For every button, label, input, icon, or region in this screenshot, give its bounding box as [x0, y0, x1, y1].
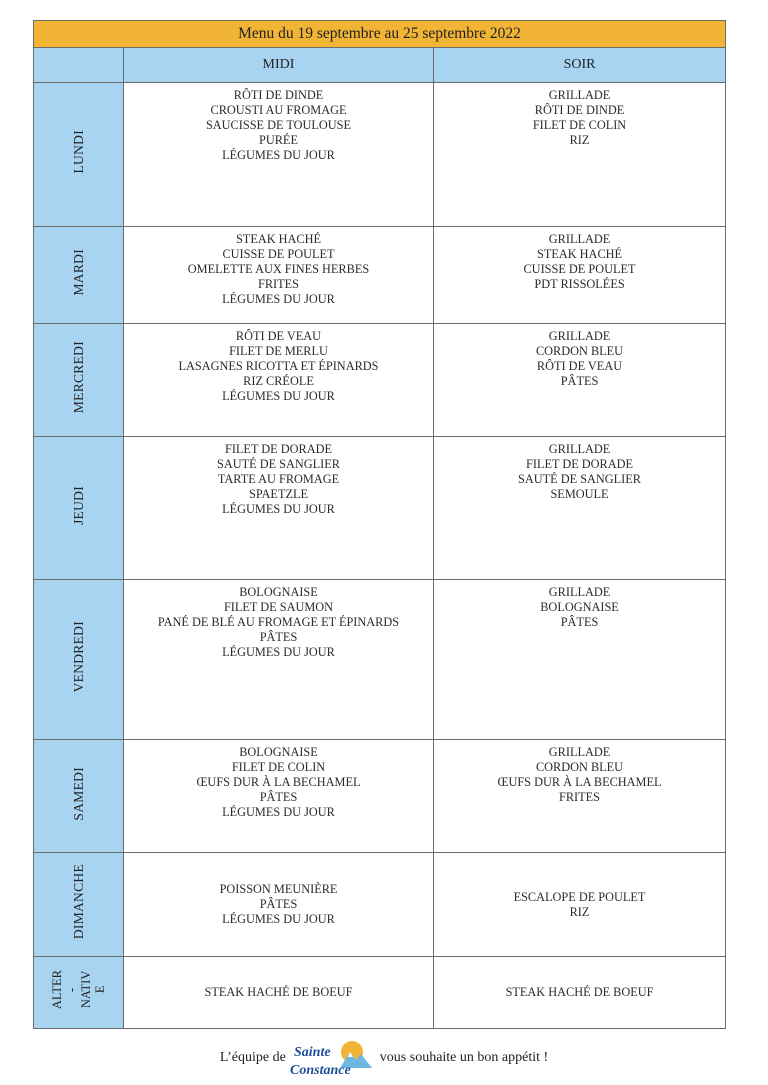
dish: LÉGUMES DU JOUR — [222, 292, 335, 306]
dish: POISSON MEUNIÈRE — [219, 882, 338, 896]
dish: FILET DE MERLU — [229, 344, 328, 358]
dish: RÔTI DE DINDE — [534, 103, 625, 117]
midi-cell — [124, 324, 434, 437]
midi-cell — [124, 227, 434, 324]
dish: LÉGUMES DU JOUR — [222, 912, 335, 926]
dish: PÂTES — [560, 374, 599, 388]
row-mercredi — [34, 324, 726, 437]
dish: GRILLADE — [548, 585, 611, 599]
row-mardi — [34, 227, 726, 324]
soir-cell — [434, 853, 726, 957]
dish: GRILLADE — [548, 329, 611, 343]
day-label: JEUDI — [70, 486, 86, 525]
dish: LÉGUMES DU JOUR — [222, 148, 335, 162]
dish: SEMOULE — [550, 487, 609, 501]
day-label-cell — [34, 227, 124, 324]
dish: ESCALOPE DE POULET — [513, 889, 646, 904]
dish: CROUSTI AU FROMAGE — [210, 103, 347, 117]
soir-cell — [434, 740, 726, 853]
dish: GRILLADE — [548, 232, 611, 246]
footer-text-before: L’équipe de — [219, 1050, 286, 1065]
day-label-cell — [34, 580, 124, 740]
soir-cell — [434, 580, 726, 740]
dish: SPAETZLE — [249, 487, 308, 501]
corner-cell — [34, 48, 124, 83]
day-label: VENDREDI — [70, 621, 86, 693]
dish: RIZ — [569, 904, 590, 919]
dish: PÂTES — [259, 897, 298, 911]
day-label: MARDI — [70, 249, 86, 296]
dish: ŒUFS DUR À LA BECHAMEL — [196, 775, 361, 789]
dish: PURÉE — [259, 133, 298, 147]
dish: CUISSE DE POULET — [222, 247, 335, 261]
dish: BOLOGNAISE — [540, 600, 619, 614]
dish: RÔTI DE DINDE — [233, 88, 324, 102]
dish: PDT RISSOLÉES — [534, 277, 625, 291]
dish: FRITES — [258, 277, 299, 291]
dish: SAUCISSE DE TOULOUSE — [205, 118, 352, 132]
dish: RIZ — [569, 133, 590, 147]
day-label-cell — [34, 83, 124, 227]
day-label: SAMEDI — [70, 766, 86, 821]
alternative-soir-cell — [434, 957, 726, 1029]
dish: PANÉ DE BLÉ AU FROMAGE ET ÉPINARDS — [157, 615, 400, 629]
soir-cell — [434, 227, 726, 324]
midi-cell — [124, 437, 434, 580]
dish: GRILLADE — [548, 88, 611, 102]
dish: STEAK HACHÉ — [235, 232, 322, 246]
midi-cell — [124, 83, 434, 227]
day-label-cell — [34, 853, 124, 957]
dish: RÔTI DE VEAU — [235, 329, 322, 343]
dish: CORDON BLEU — [535, 760, 624, 774]
dish: RIZ CRÉOLE — [243, 374, 314, 388]
dish: OMELETTE AUX FINES HERBES — [187, 262, 370, 276]
day-label: LUNDI — [70, 130, 86, 174]
dish: PÂTES — [259, 630, 298, 644]
column-header-soir: SOIR — [434, 48, 726, 83]
day-label: MERCREDI — [70, 341, 86, 414]
dish: BOLOGNAISE — [239, 585, 318, 599]
dish: SAUTÉ DE SANGLIER — [518, 472, 641, 486]
sainte-constance-logo — [290, 1038, 376, 1078]
dish: GRILLADE — [548, 745, 611, 759]
row-vendredi — [34, 580, 726, 740]
day-label-cell — [34, 740, 124, 853]
dish: PÂTES — [259, 790, 298, 804]
dish: FILET DE COLIN — [532, 118, 627, 132]
soir-cell — [434, 437, 726, 580]
row-jeudi — [34, 437, 726, 580]
row-samedi — [34, 740, 726, 853]
dish: SAUTÉ DE SANGLIER — [217, 457, 340, 471]
day-label: DIMANCHE — [70, 864, 86, 940]
soir-cell — [434, 83, 726, 227]
dish: LÉGUMES DU JOUR — [222, 805, 335, 819]
day-label-cell — [34, 324, 124, 437]
dish: FRITES — [559, 790, 601, 804]
midi-cell — [124, 853, 434, 957]
row-alternative — [34, 957, 726, 1029]
dish: TARTE AU FROMAGE — [217, 472, 340, 486]
dish: FILET DE DORADE — [526, 457, 634, 471]
row-lundi — [34, 83, 726, 227]
dish: STEAK HACHÉ — [536, 247, 623, 261]
dish: STEAK HACHÉ DE BOEUF — [204, 985, 353, 999]
dish: LASAGNES RICOTTA ET ÉPINARDS — [178, 359, 379, 373]
dish: GRILLADE — [548, 442, 611, 456]
midi-cell — [124, 740, 434, 853]
row-dimanche — [34, 853, 726, 957]
dish: LÉGUMES DU JOUR — [222, 389, 335, 403]
midi-cell — [124, 580, 434, 740]
day-label-cell — [34, 437, 124, 580]
dish: ŒUFS DUR À LA BECHAMEL — [497, 775, 662, 789]
svg-text:Constance: Constance — [289, 1063, 351, 1078]
footer — [0, 1038, 768, 1078]
dish: STEAK HACHÉ DE BOEUF — [505, 985, 654, 999]
svg-text:Sainte: Sainte — [293, 1045, 331, 1060]
dish: LÉGUMES DU JOUR — [222, 502, 335, 516]
alternative-midi-cell — [124, 957, 434, 1029]
dish: LÉGUMES DU JOUR — [222, 645, 335, 659]
dish: RÔTI DE VEAU — [536, 359, 623, 373]
alternative-label: ALTER - NATIV E — [49, 970, 107, 1010]
dish: FILET DE COLIN — [231, 760, 326, 774]
alternative-label-cell — [34, 957, 124, 1029]
footer-text-after: vous souhaite un bon appétit ! — [379, 1050, 549, 1065]
column-header-midi: MIDI — [124, 48, 434, 83]
dish: BOLOGNAISE — [239, 745, 318, 759]
dish: PÂTES — [560, 615, 599, 629]
menu-title: Menu du 19 septembre au 25 septembre 2022 — [34, 21, 726, 48]
dish: FILET DE SAUMON — [223, 600, 334, 614]
dish: CUISSE DE POULET — [523, 262, 636, 276]
dish: FILET DE DORADE — [224, 442, 333, 456]
soir-cell — [434, 324, 726, 437]
menu-table — [33, 20, 726, 1029]
dish: CORDON BLEU — [535, 344, 624, 358]
